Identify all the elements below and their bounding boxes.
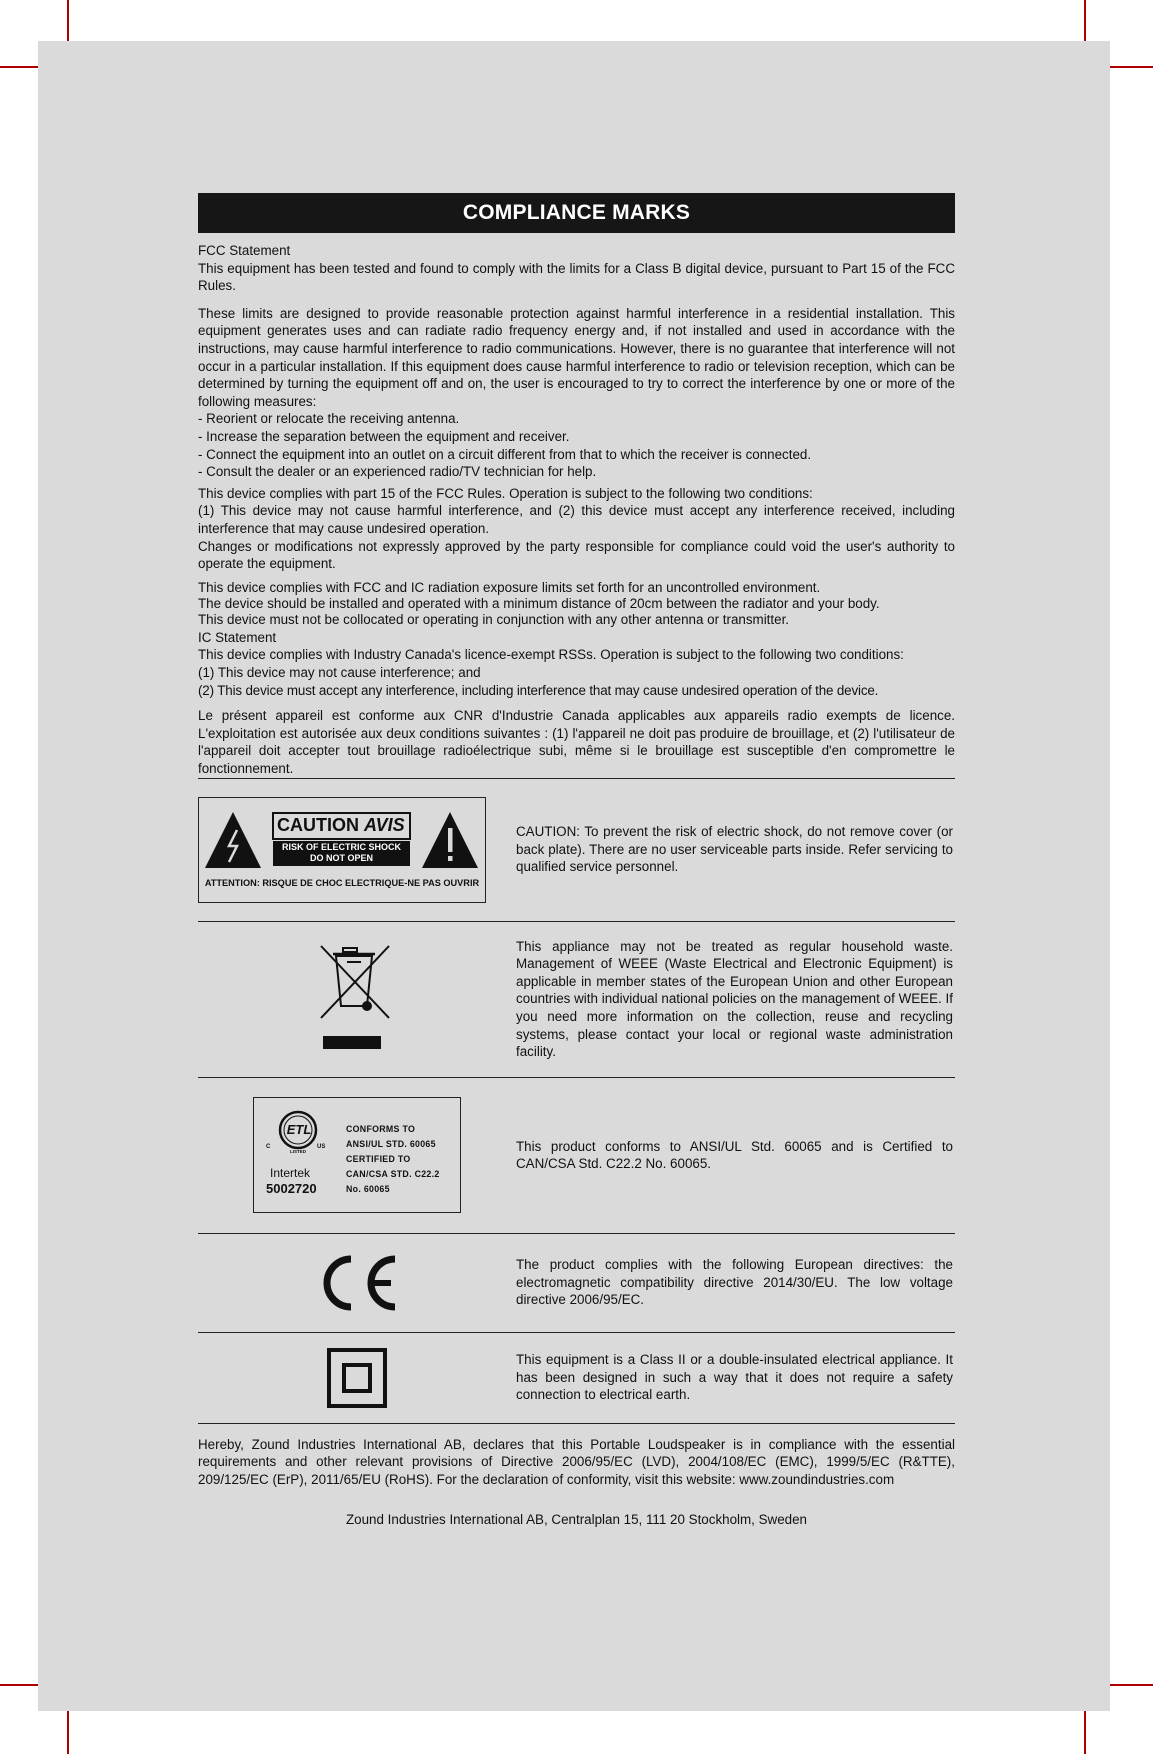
caution-word: CAUTION AVIS [277,814,405,835]
crop-mark-bl-v [67,1705,69,1754]
weee-mark-row [198,922,955,1077]
weee-text: This appliance may not be treated as regular household waste. Management of WEEE (Waste Electrical and Electronic Equipment) is applicable in member states of the European Union and other European countries with individual national policies on the management of WEEE. If you need more information on the collection, reuse and recycling systems, please contact your local or regional waste administration facility. [516,938,953,1060]
ce-text: The product complies with the following European directives: the electromagnetic compatibility directive 2014/30/EU. The low voltage directive 2006/95/EC. [516,1257,953,1308]
etl-c: C [266,1144,271,1151]
class2-text: This equipment is a Class II or a double-insulated electrical appliance. It has been designed in such a way that it does not require a safety connection to electrical earth. [516,1352,953,1403]
crop-mark-br-v [1084,1705,1086,1754]
ic-condition-1: (1) This device may not cause interference; and [198,665,481,681]
etl-mark-row [198,1078,955,1233]
ic-heading: IC Statement [198,629,277,645]
company-address: Zound Industries International AB, Centralplan 15, 111 20 Stockholm, Sweden [345,1512,808,1528]
crossed-bin-icon [317,944,397,1054]
fcc-exposure: This device complies with FCC and IC radiation exposure limits set forth for an uncontrolled environment. [198,579,821,595]
fcc-part15: This device complies with part 15 of the FCC Rules. Operation is subject to the following two conditions: [198,485,813,501]
fcc-exposure: This device must not be collocated or operating in conjunction with any other antenna or transmitter. [198,612,790,628]
fcc-heading: FCC Statement [198,243,291,258]
fcc-measure: - Connect the equipment into an outlet on a circuit different from that to which the receiver is connected. [198,446,812,462]
fcc-measure: - Increase the separation between the equipment and receiver. [198,428,570,444]
ce-mark-row [198,1234,955,1332]
crop-mark-tr-h [1104,66,1153,68]
caution-mark-row [198,779,955,921]
avis-word: AVIS [364,814,405,835]
fcc-measure: - Reorient or relocate the receiving antenna. [198,411,460,427]
declaration-text: Hereby, Zound Industries International AB, declares that this Portable Loudspeaker is in compliance with the essential requirements and other relevant provisions of Directive 2006/95/EC (LVD), 2004/108/EC (EMC), 1999/5/EC (R&TTE), 209/125/EC (ErP), 2011/65/EU (RoHS). For the declaration of conformity, visit this website: www.zoundindustries.com [198,1436,955,1487]
etl-label [253,1097,461,1213]
class2-mark-row [198,1333,955,1423]
crop-mark-br-h [1104,1684,1153,1686]
caution-text: CAUTION: To prevent the risk of electric shock, do not remove cover (or back plate). There are no user serviceable parts inside. Refer servicing to qualified service personnel. [516,824,953,875]
etl-listed: LISTED [289,1149,306,1155]
fcc-intro: This equipment has been tested and found to comply with the limits for a Class B digital device, pursuant to Part 15 of the FCC Rules. [198,260,955,294]
ce-mark-icon [315,1252,399,1314]
page-title: COMPLIANCE MARKS [198,193,955,233]
double-insulation-icon [327,1348,387,1408]
intertek-brand: Intertek [270,1166,311,1181]
document-content [198,193,955,1527]
ic-intro: This device complies with Industry Canada's licence-exempt RSSs. Operation is subject to the following two conditions: [198,647,904,663]
attention-text: ATTENTION: RISQUE DE CHOC ELECTRIQUE-NE PAS OUVRIR [204,877,480,888]
fcc-changes: Changes or modifications not expressly approved by the party responsible for compliance could void the user's authority to operate the equipment. [198,538,955,572]
fcc-conditions: (1) This device may not cause harmful interference, and (2) this device must accept any interference received, including interference that may cause undesired operation. [198,503,955,536]
etl-logo-text: ETL [286,1122,312,1138]
fcc-exposure: The device should be installed and operated with a minimum distance of 20cm between the radiator and your body. [198,596,880,612]
etl-text: This product conforms to ANSI/UL Std. 60065 and is Certified to CAN/CSA Std. C22.2 No. 60065. [516,1138,953,1172]
etl-number: 5002720 [266,1181,317,1197]
ic-french: Le présent appareil est conforme aux CNR d'Industrie Canada applicables aux appareils radio exempts de licence. L'exploitation est autorisée aux deux conditions suivantes : (1) l'appareil ne doit pas produire de brouillage, et (2) l'utilisateur de l'appareil doit accepter tout brouillage radioélectrique subi, même si le brouillage est susceptible d'en compromettre le fonctionnement. [198,708,955,777]
etl-conforms-text: CONFORMS TO ANSI/UL STD. 60065 CERTIFIED TO CAN/CSA STD. C22.2 No. 60065 [346,1124,440,1195]
caution-label [198,797,486,903]
risk-text: RISK OF ELECTRIC SHOCK DO NOT OPEN [281,841,401,863]
ic-condition-2: (2) This device must accept any interference, including interference that may cause undesired operation of the device. [198,682,879,698]
fcc-limits: These limits are designed to provide reasonable protection against harmful interference in a residential installation. This equipment generates uses and can radiate radio frequency energy and, if not installed and used in accordance with the instructions, may cause harmful interference to radio communications. However, there is no guarantee that interference will not occur in a particular installation. If this equipment does cause harmful interference to radio or television reception, which can be determined by turning the equipment off and on, the user is encouraged to try to correct the interference by one or more of the following measures: [198,305,955,409]
etl-us: US [317,1144,326,1151]
fcc-measure: - Consult the dealer or an experienced radio/TV technician for help. [198,464,597,480]
